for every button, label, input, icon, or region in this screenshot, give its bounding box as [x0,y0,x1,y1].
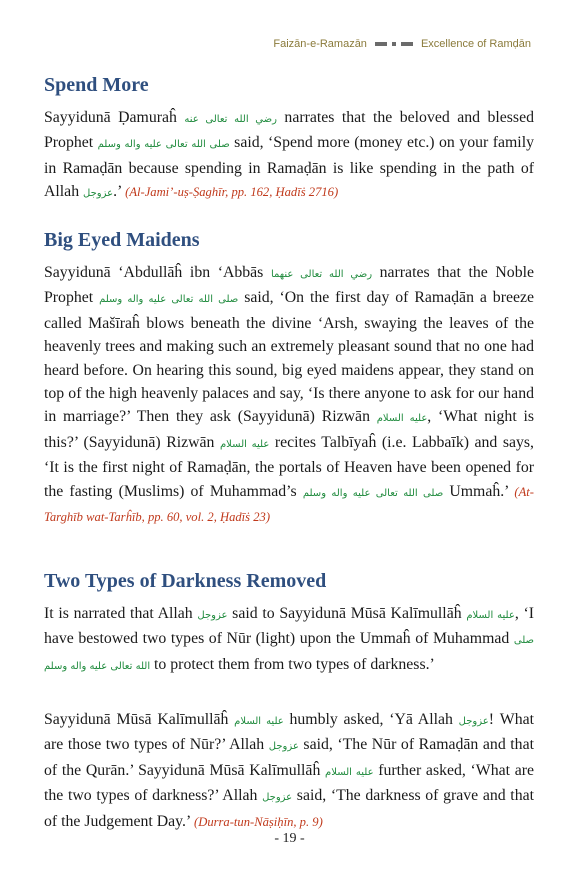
paragraph-spend-more: Sayyidunā Ḍamuraĥ رضي الله تعالى عنه narrates that the beloved and blessed Prophet صلى الله تعالى عليه واله وسلم said, ‘Spend more (money etc.) on your family in Ramaḍān because spending in Ramaḍān is like spending in the path of Allah عزوجل.’ (Al-Jami’-uṣ-Ṣaghīr, pp. 162, Ḥadīṡ 2716) [44,109,534,201]
paragraph-darkness-2: Sayyidunā Mūsā Kalīmullāĥ عليه السلام humbly asked, ‘Yā Allah عزوجل! What are those two types of Nūr?’ Allah عزوجل said, ‘The Nūr of Ramaḍān and that of the Qurān.’ Sayyidunā Mūsā Kalīmullāĥ عليه السلام further asked, ‘What are the two types of darkness?’ Allah عزوجل said, ‘The darkness of grave and that of the Judgement Day.’ (Durra-tun-Nāṣiḥīn, p. 9) [44,711,534,830]
honorific: عزوجل [268,741,299,753]
header-separator [375,42,413,46]
paragraph-big-eyed-maidens: Sayyidunā ‘Abdullāĥ ibn ‘Abbās رضي الله تعالى عنهما narrates that the Noble Prophet صلى الله تعالى عليه واله وسلم said, ‘On the first day of Ramaḍān a breeze called Mašīraĥ blows beneath the divine ‘Arsh, swaying the leaves of the heavenly trees and making such an extremely pleasant sound that no one had heard before. On hearing this sound, big eyed maidens appear, they stand on top of the high heavenly palaces and say, ‘Is there anyone to ask for our hand in marriage?’ Then they ask (Sayyidunā) Rizwān عليه السلام, ‘What night is this?’ (Sayyidunā) Rizwān عليه السلام recites Talbīyaĥ (i.e. Labbaīk) and says, ‘It is the first night of Ramaḍān, the portals of Heaven have been opened for the fasting (Muslims) of Muhammad’s صلى الله تعالى عليه واله وسلم Ummaĥ.’ (At-Targhīb wat-Tarĥīb, pp. 60, vol. 2, Ḥadīṡ 23) [44,264,535,525]
honorific: عزوجل [458,716,489,727]
reference: (Durra-tun-Nāṣiḥīn, p. 9) [194,814,323,829]
running-header [273,38,531,50]
heading-spend-more: Spend More [44,74,149,96]
honorific: عليه السلام [325,766,374,778]
honorific: رضي الله تعالى عنهما [270,269,373,280]
honorific: عليه السلام [376,413,428,425]
honorific: صلى الله تعالى عليه واله وسلم [44,635,534,672]
honorific: صلى الله تعالى عليه واله وسلم [302,487,444,499]
honorific: رضي الله تعالى عنه [184,114,277,125]
honorific: عزوجل [197,610,228,621]
page-number: - 19 - [274,831,305,846]
honorific: صلى الله تعالى عليه واله وسلم [99,294,239,306]
book-title: Faizān-e-Ramazān [273,38,367,50]
honorific: عزوجل [83,188,114,200]
reference: (Al-Jami’-uṣ-Ṣaghīr, pp. 162, Ḥadīṡ 2716) [125,185,339,200]
honorific: عليه السلام [219,438,270,450]
heading-big-eyed-maidens: Big Eyed Maidens [44,229,200,251]
honorific: عزوجل [262,792,293,804]
honorific: عليه السلام [466,610,515,621]
honorific: عليه السلام [234,716,284,727]
honorific: صلى الله تعالى عليه واله وسلم [97,139,230,151]
paragraph-darkness-1: It is narrated that Allah عزوجل said to Sayyidunā Mūsā Kalīmullāĥ عليه السلام, ‘I have bestowed two types of Nūr (light) upon the Ummaĥ of Muhammad صلى الله تعالى عليه واله وسلم to protect them from two types of darkness.’ [44,605,534,673]
heading-two-types-of-darkness: Two Types of Darkness Removed [44,570,327,592]
reference: (At-Targhīb wat-Tarĥīb, pp. 60, vol. 2, Ḥadīṡ 23) [44,484,534,525]
chapter-title: Excellence of Ramḍān [420,38,531,50]
